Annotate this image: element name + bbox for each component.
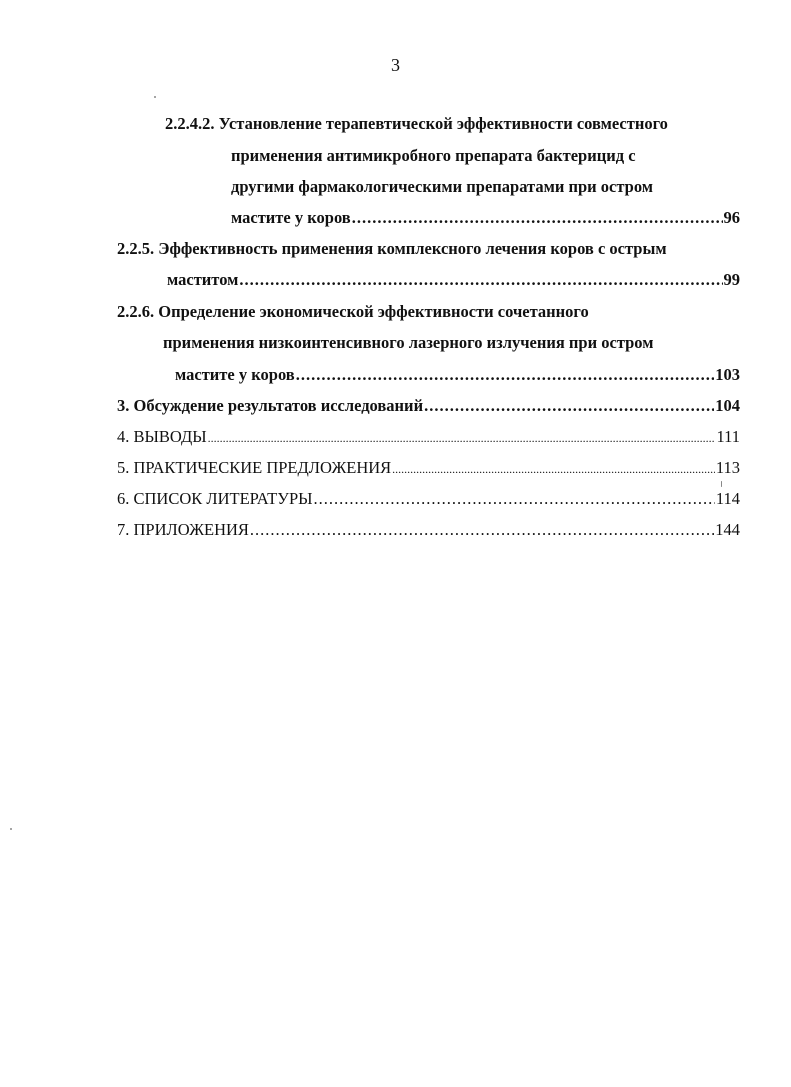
toc-entry-225-line2[interactable] (167, 269, 740, 291)
page-number: 3 (391, 55, 400, 75)
scan-speck (154, 96, 156, 98)
toc-entry-text: 2.2.5. Эффективность применения комплексного лечения коров с острым (117, 239, 667, 258)
toc-entry-text: другими фармакологическими препаратами при остром (231, 177, 653, 196)
toc-entry-text: 6. СПИСОК ЛИТЕРАТУРЫ (117, 489, 313, 508)
toc-entry-5[interactable] (117, 457, 740, 480)
dot-leader (352, 207, 723, 229)
toc-entry-text: 7. ПРИЛОЖЕНИЯ (117, 520, 249, 539)
toc-entry-text: 2.2.6. Определение экономической эффективности сочетанного (117, 302, 589, 321)
toc-entry-text: 3. Обсуждение результатов исследований (117, 396, 424, 415)
toc-page-number: 144 (715, 520, 740, 539)
dot-leader (424, 395, 714, 417)
toc-page-number: 114 (715, 489, 740, 508)
toc-entry-2242-line3 (231, 176, 653, 198)
toc-entry-2242-line4[interactable] (231, 207, 740, 229)
toc-entry-226-line1 (117, 301, 589, 323)
toc-page-number: 111 (716, 427, 740, 446)
scan-speck (10, 828, 12, 830)
toc-entry-2242-line2 (231, 145, 636, 167)
toc-page-number: 104 (715, 396, 740, 415)
dot-leader (314, 488, 715, 510)
dot-leader (296, 364, 715, 386)
toc-entry-225-line1 (117, 238, 667, 260)
scan-speck (721, 481, 722, 487)
toc-entry-text: маститом (167, 270, 239, 289)
toc-entry-226-line2 (163, 332, 653, 354)
dot-leader (250, 519, 714, 541)
toc-entry-7[interactable] (117, 519, 740, 541)
toc-entry-text: применения низкоинтенсивного лазерного излучения при остром (163, 333, 654, 352)
toc-entry-6[interactable] (117, 488, 740, 510)
toc-entry-2242-line1 (165, 113, 668, 135)
toc-entry-text: применения антимикробного препарата бактерицид с (231, 146, 636, 165)
toc-entry-text: мастите у коров (231, 208, 351, 227)
toc-entry-text: 4. ВЫВОДЫ (117, 427, 207, 446)
toc-page-number: 113 (715, 458, 740, 477)
toc-page-number: 96 (723, 208, 740, 227)
toc-entry-4[interactable] (117, 426, 740, 449)
toc-entry-3[interactable] (117, 395, 740, 417)
toc-page-number: 99 (723, 270, 740, 289)
dot-leader (392, 458, 715, 480)
dot-leader (239, 269, 722, 291)
toc-entry-226-line3[interactable] (175, 364, 740, 386)
dot-leader (208, 427, 716, 449)
toc-entry-text: 2.2.4.2. Установление терапевтической эффективности совместного (165, 114, 668, 133)
toc-entry-text: мастите у коров (175, 365, 295, 384)
toc-page-number: 103 (715, 365, 740, 384)
toc-entry-text: 5. ПРАКТИЧЕСКИЕ ПРЕДЛОЖЕНИЯ (117, 458, 392, 477)
